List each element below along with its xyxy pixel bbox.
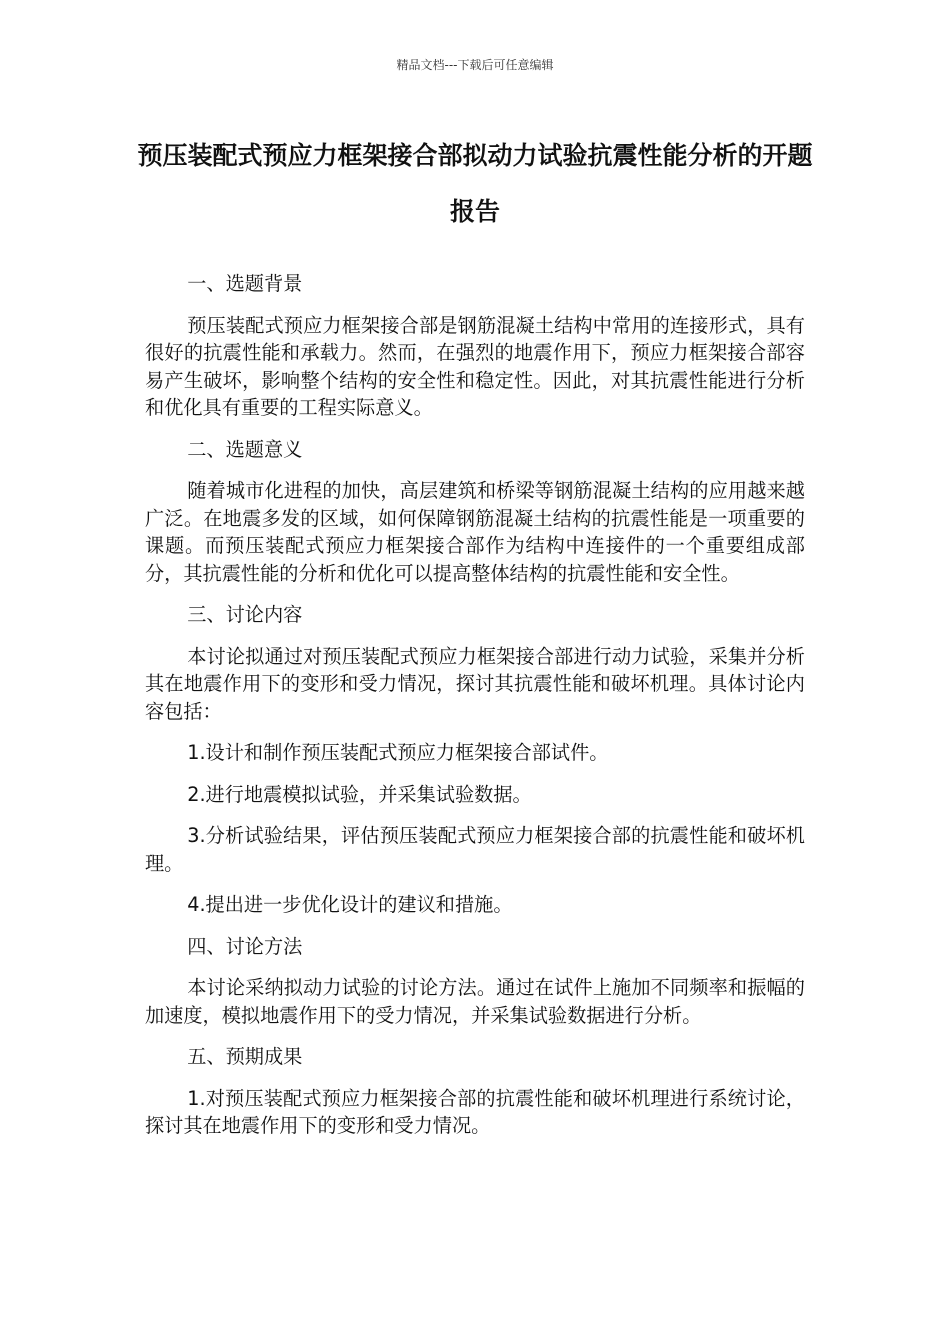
section-heading-background: 一、选题背景 <box>187 272 303 295</box>
significance-paragraph: 随着城市化进程的加快，高层建筑和桥梁等钢筋混凝土结构的应用越来越广泛。在地震多发的区域，如何保障钢筋混凝土结构的抗震性能是一项重要的课题。而预压装配式预应力框架接合部作为结构中连接件的一个重要组成部分，其抗震性能的分析和优化可以提高整体结构的抗震性能和安全性。 <box>145 479 805 585</box>
content-paragraph: 本讨论拟通过对预压装配式预应力框架接合部进行动力试验，采集并分析其在地震作用下的变形和受力情况，探讨其抗震性能和破坏机理。具体讨论内容包括： <box>145 644 805 723</box>
outcomes-list-item: 1.对预压装配式预应力框架接合部的抗震性能和破坏机理进行系统讨论，探讨其在地震作用下的变形和受力情况。 <box>145 1086 805 1137</box>
section-heading-content: 三、讨论内容 <box>187 603 303 626</box>
content-list-item: 3.分析试验结果，评估预压装配式预应力框架接合部的抗震性能和破坏机理。 <box>145 824 805 875</box>
page-header: 精品文档---下载后可任意编辑 <box>396 58 554 72</box>
background-paragraph: 预压装配式预应力框架接合部是钢筋混凝土结构中常用的连接形式，具有很好的抗震性能和承载力。然而，在强烈的地震作用下，预应力框架接合部容易产生破坏，影响整个结构的安全性和稳定性。因此，对其抗震性能进行分析和优化具有重要的工程实际意义。 <box>145 313 805 419</box>
content-list-item: 1.设计和制作预压装配式预应力框架接合部试件。 <box>187 741 609 764</box>
document-title: 预压装配式预应力框架接合部拟动力试验抗震性能分析的开题报告 <box>137 141 813 226</box>
section-heading-significance: 二、选题意义 <box>187 437 303 461</box>
document-body <box>145 270 805 1154</box>
method-paragraph: 本讨论采纳拟动力试验的讨论方法。通过在试件上施加不同频率和振幅的加速度，模拟地震作用下的受力情况，并采集试验数据进行分析。 <box>145 976 805 1027</box>
section-heading-method: 四、讨论方法 <box>187 934 303 958</box>
section-heading-outcomes: 五、预期成果 <box>187 1045 303 1068</box>
content-list-item: 2.进行地震模拟试验，并采集试验数据。 <box>187 782 532 806</box>
content-list-item: 4.提出进一步优化设计的建议和措施。 <box>187 893 513 916</box>
